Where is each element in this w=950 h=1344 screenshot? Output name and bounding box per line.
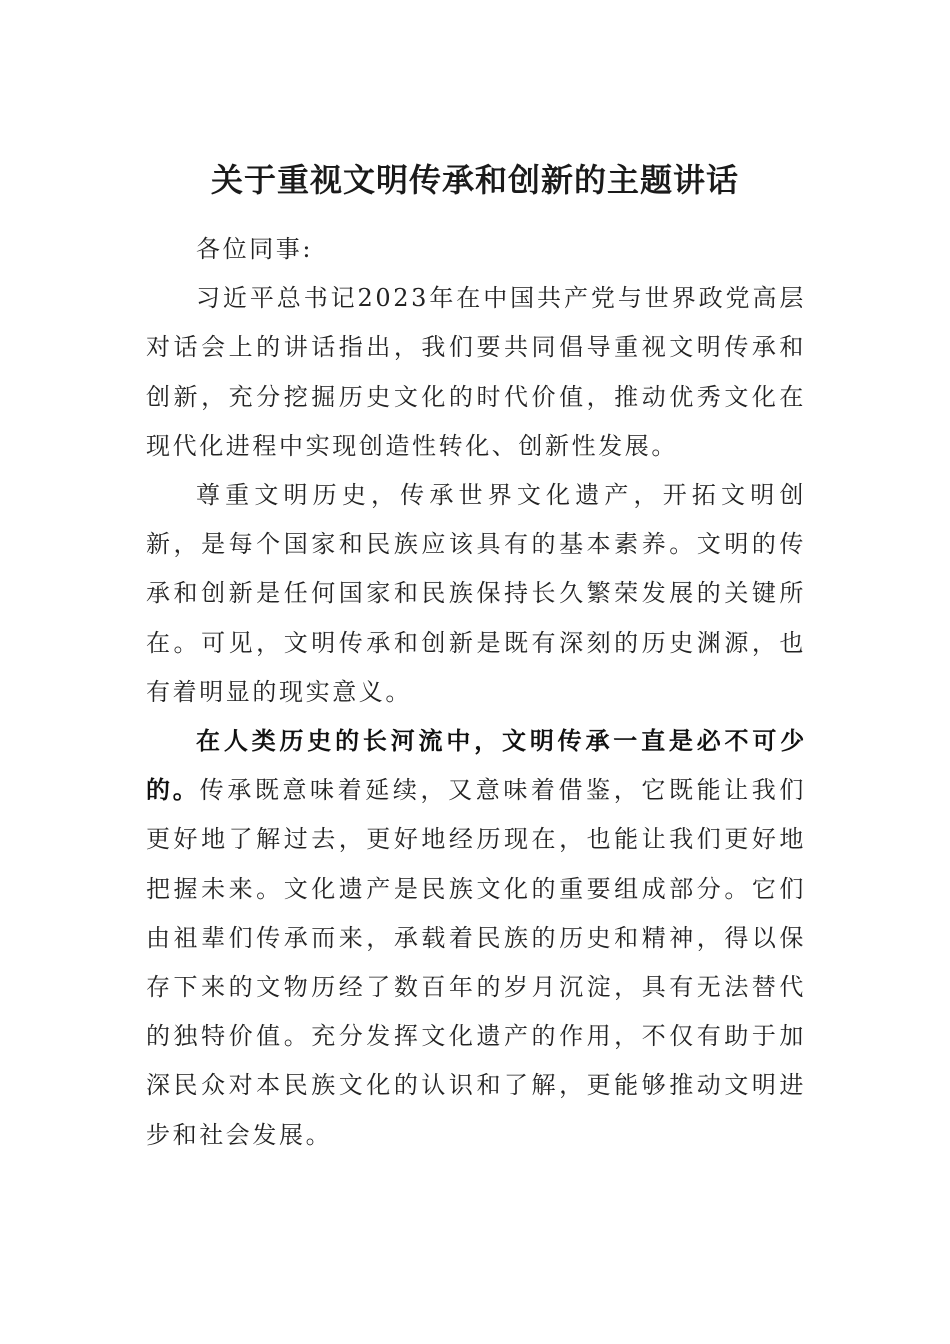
document-title: 关于重视文明传承和创新的主题讲话 [210, 161, 739, 199]
salutation: 各位同事: [196, 235, 314, 263]
document-body [146, 225, 806, 1160]
paragraph-1 [146, 274, 806, 471]
paragraph-2-text: 尊重文明历史，传承世界文化遗产，开拓文明创新，是每个国家和民族应该具有的基本素养。文明的传承和创新是任何国家和民族保持长久繁荣发展的关键所在。可见，文明传承和创新是既有深刻的历史渊源，也有着明显的现实意义。 [146, 481, 806, 706]
paragraph-3 [146, 717, 806, 1160]
paragraph-2 [146, 471, 806, 717]
paragraph-3-lead: 在人类历史的长河流中，文明传承一直是必不可少的。 [146, 727, 806, 805]
paragraph-3-text: 传承既意味着延续，又意味着借鉴，它既能让我们更好地了解过去，更好地经历现在，也能让我们更好地把握未来。文化遗产是民族文化的重要组成部分。它们由祖辈们传承而来，承载着民族的历史和精神，得以保存下来的文物历经了数百年的岁月沉淀，具有无法替代的独特价值。充分发挥文化遗产的作用，不仅有助于加深民众对本民族文化的认识和了解，更能够推动文明进步和社会发展。 [146, 776, 806, 1149]
paragraph-1-text: 习近平总书记2023年在中国共产党与世界政党高层对话会上的讲话指出，我们要共同倡导重视文明传承和创新，充分挖掘历史文化的时代价值，推动优秀文化在现代化进程中实现创造性转化、创新性发展。 [146, 284, 806, 460]
